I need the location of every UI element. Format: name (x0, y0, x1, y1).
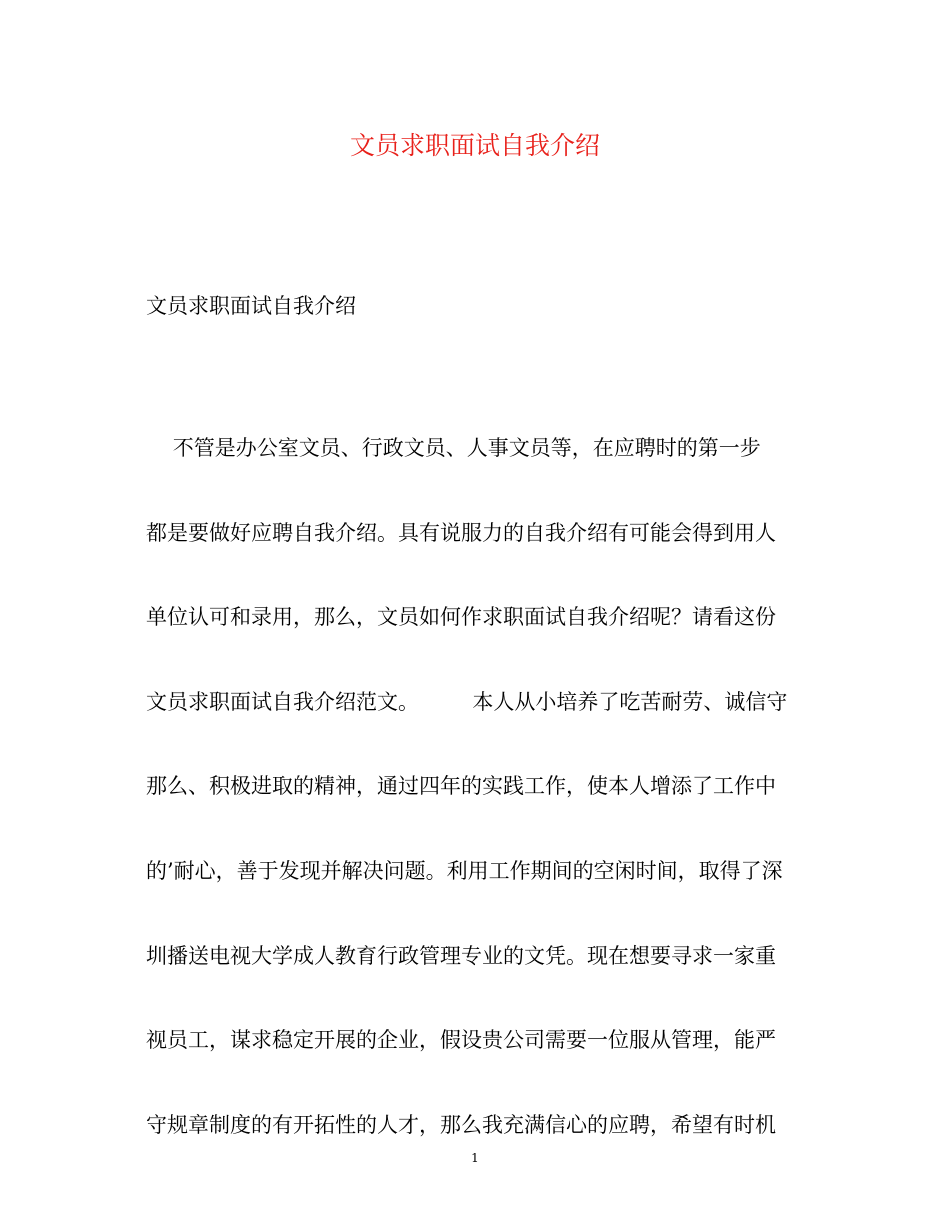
body-line: 不管是办公室文员、行政文员、人事文员等，在应聘时的第一步 (146, 436, 761, 460)
body-line: 文员求职面试自我介绍范文。 本人从小培养了吃苦耐劳、诚信守 (146, 689, 788, 714)
document-title: 文员求职面试自我介绍 (349, 131, 600, 160)
document-subtitle: 文员求职面试自我介绍 (146, 294, 356, 318)
page-number: 1 (471, 1151, 479, 1165)
body-line: 那么、积极进取的精神，通过四年的实践工作，使本人增添了工作中 (146, 774, 776, 799)
body-line: 圳播送电视大学成人教育行政管理专业的文凭。现在想要寻求一家重 (146, 943, 776, 968)
body-line: 都是要做好应聘自我介绍。具有说服力的自我介绍有可能会得到用人 (146, 520, 776, 545)
body-line: 单位认可和录用，那么，文员如何作求职面试自我介绍呢？请看这份 (146, 605, 776, 630)
body-line: 守规章制度的有开拓性的人才，那么我充满信心的应聘，希望有时机 (146, 1112, 776, 1137)
body-line: 视员工，谋求稳定开展的企业，假设贵公司需要一位服从管理，能严 (146, 1028, 776, 1053)
body-line: 的’耐心，善于发现并解决问题。利用工作期间的空闲时间，取得了深 (146, 858, 783, 883)
document-body (146, 430, 806, 1191)
